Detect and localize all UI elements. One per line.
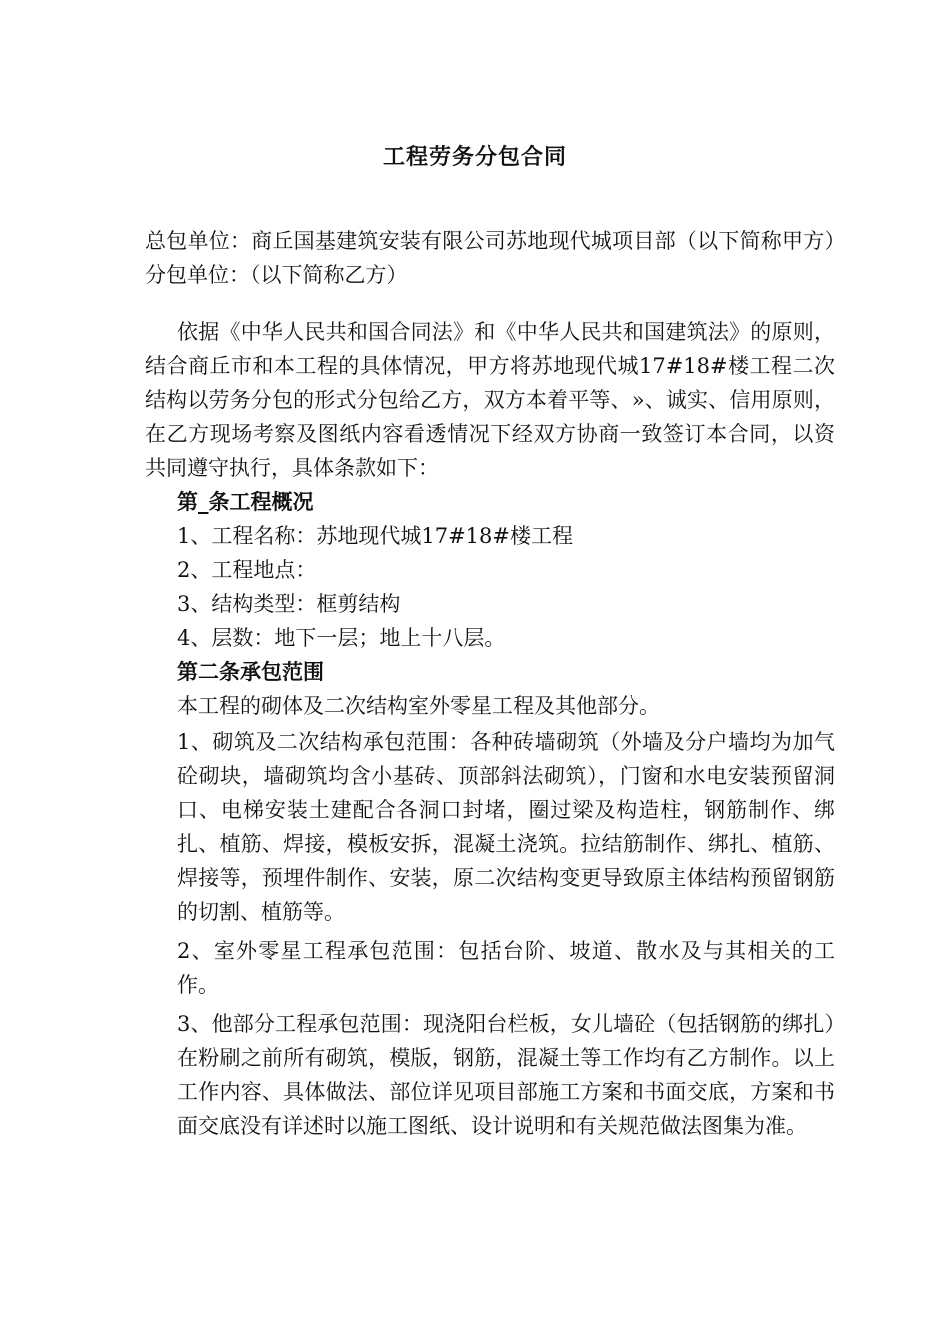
preamble-paragraph: 依据《中华人民共和国合同法》和《中华人民共和国建筑法》的原则，结合商丘市和本工程的具体情况，甲方将苏地现代城17#18#楼工程二次结构以劳务分包的形式分包给乙方，双方本着平等、»、诚实、信用原则，在乙方现场考察及图纸内容看透情况下经双方协商一致签订本合同，以资共同遵守执行，具体条款如下： bbox=[145, 320, 835, 480]
article-1-item: 1、工程名称：苏地现代城17#18#楼工程 bbox=[177, 524, 573, 548]
article-2-intro: 本工程的砌体及二次结构室外零星工程及其他部分。 bbox=[177, 694, 660, 718]
article-1-item: 4、层数：地下一层；地上十八层。 bbox=[177, 626, 506, 650]
article-2-item-2: 2、室外零星工程承包范围：包括台阶、坡道、散水及与其相关的工作。 bbox=[177, 939, 835, 997]
document-title: 工程劳务分包合同 bbox=[382, 144, 567, 170]
article-1-heading: 第_条工程概况 bbox=[177, 489, 314, 514]
article-1-item: 2、工程地点： bbox=[177, 558, 317, 582]
article-2-item-1: 1、砌筑及二次结构承包范围：各种砖墙砌筑（外墙及分户墙均为加气砼砌块，墙砌筑均含小基砖、顶部斜法砌筑），门窗和水电安装预留洞口、电梯安装土建配合各洞口封堵，圈过梁及构造柱，钢筋制作、绑扎、植筋、焊接，模板安拆，混凝土浇筑。拉结筋制作、绑扎、植筋、焊接等，预埋件制作、安装，原二次结构变更导致原主体结构预留钢筋的切割、植筋等。 bbox=[177, 730, 835, 924]
parties-paragraph: 总包单位：商丘国基建筑安装有限公司苏地现代城项目部（以下简称甲方）分包单位：（以下简称乙方） bbox=[145, 229, 835, 287]
article-2-item-3: 3、他部分工程承包范围：现浇阳台栏板，女儿墙砼（包括钢筋的绑扎）在粉刷之前所有砌筑，模版，钢筋，混凝土等工作均有乙方制作。以上工作内容、具体做法、部位详见项目部施工方案和书面交底，方案和书面交底没有详述时以施工图纸、设计说明和有关规范做法图集为准。 bbox=[177, 1012, 835, 1138]
contract-parties bbox=[145, 224, 835, 292]
article-1-item: 3、结构类型：框剪结构 bbox=[177, 592, 401, 616]
article-2-heading: 第二条承包范围 bbox=[177, 659, 324, 684]
contract-body bbox=[145, 315, 835, 1143]
